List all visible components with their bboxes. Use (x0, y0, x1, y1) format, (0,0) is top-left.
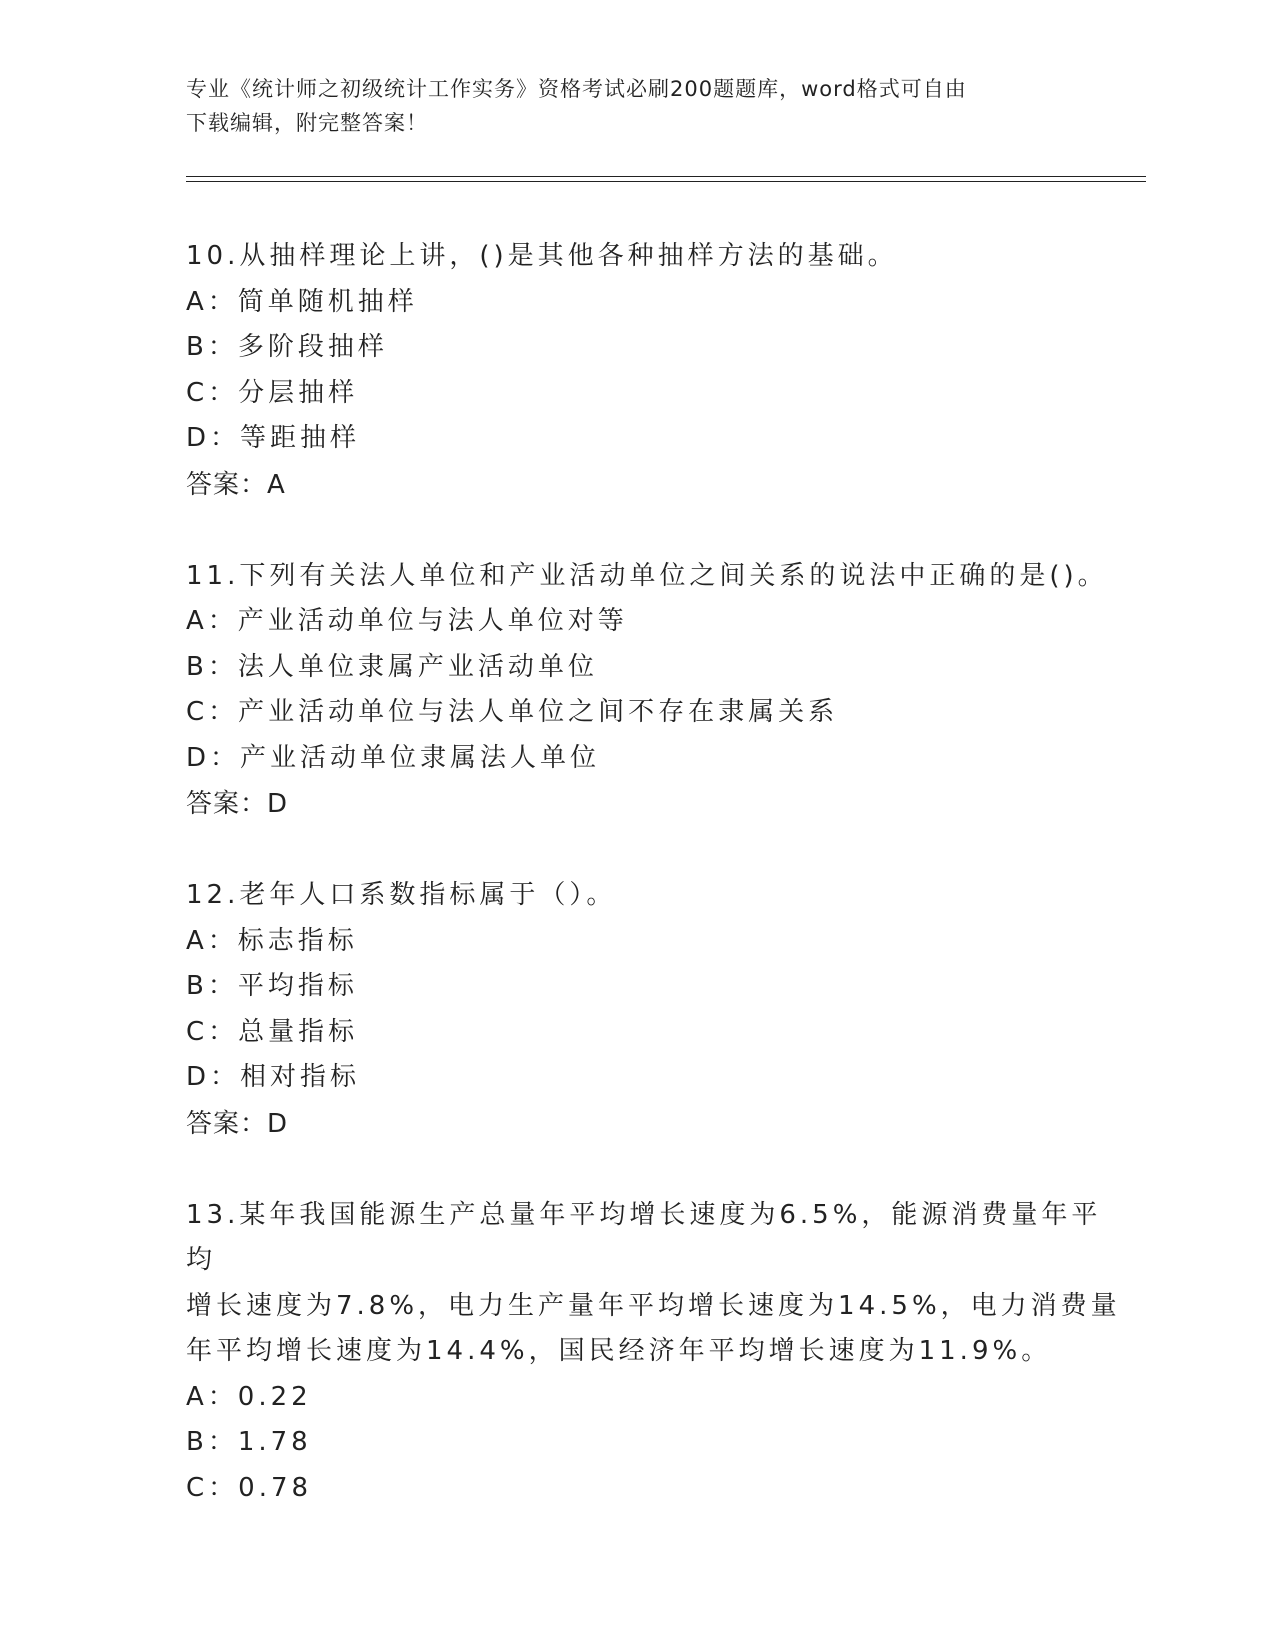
option-a: A：简单随机抽样 (186, 286, 418, 317)
option-b: B：多阶段抽样 (186, 332, 388, 362)
document-header (186, 72, 1086, 140)
header-divider-bottom (186, 181, 1146, 182)
question-12 (186, 873, 1126, 1147)
question-stem-line-1: 13.某年我国能源生产总量年平均增长速度为6.5%，能源消费量年平均 (186, 1199, 1102, 1275)
option-d: D：产业活动单位隶属法人单位 (186, 742, 601, 773)
option-a: A：产业活动单位与法人单位对等 (186, 606, 628, 636)
option-c: C：0.78 (186, 1472, 313, 1503)
option-d: D：等距抽样 (186, 423, 361, 453)
header-divider-top (186, 176, 1146, 177)
option-b: B：1.78 (186, 1427, 312, 1457)
question-11 (186, 554, 1126, 828)
question-stem-line-3: 年平均增长速度为14.4%，国民经济年平均增长速度为11.9%。 (186, 1336, 1052, 1366)
option-b: B：法人单位隶属产业活动单位 (186, 651, 598, 682)
answer-line: 答案：A (186, 469, 286, 500)
question-list (186, 234, 1126, 1557)
option-c: C：总量指标 (186, 1016, 359, 1047)
option-d: D：相对指标 (186, 1062, 361, 1092)
option-a: A：0.22 (186, 1381, 312, 1412)
header-line-2: 下载编辑，附完整答案！ (186, 111, 428, 135)
answer-line: 答案：D (186, 1108, 289, 1139)
question-10 (186, 234, 1126, 508)
question-stem: 12.老年人口系数指标属于（）。 (186, 880, 617, 910)
question-stem-line-2: 增长速度为7.8%，电力生产量年平均增长速度为14.5%，电力消费量 (186, 1290, 1121, 1321)
option-a: A：标志指标 (186, 925, 358, 956)
option-b: B：平均指标 (186, 971, 358, 1001)
question-stem: 10.从抽样理论上讲，()是其他各种抽样方法的基础。 (186, 241, 898, 271)
option-c: C：分层抽样 (186, 377, 359, 408)
question-stem: 11.下列有关法人单位和产业活动单位之间关系的说法中正确的是()。 (186, 560, 1108, 591)
question-13 (186, 1193, 1126, 1512)
header-line-1: 专业《统计师之初级统计工作实务》资格考试必刷200题题库，word格式可自由 (186, 77, 967, 101)
option-c: C：产业活动单位与法人单位之间不存在隶属关系 (186, 697, 839, 727)
answer-line: 答案：D (186, 789, 289, 819)
